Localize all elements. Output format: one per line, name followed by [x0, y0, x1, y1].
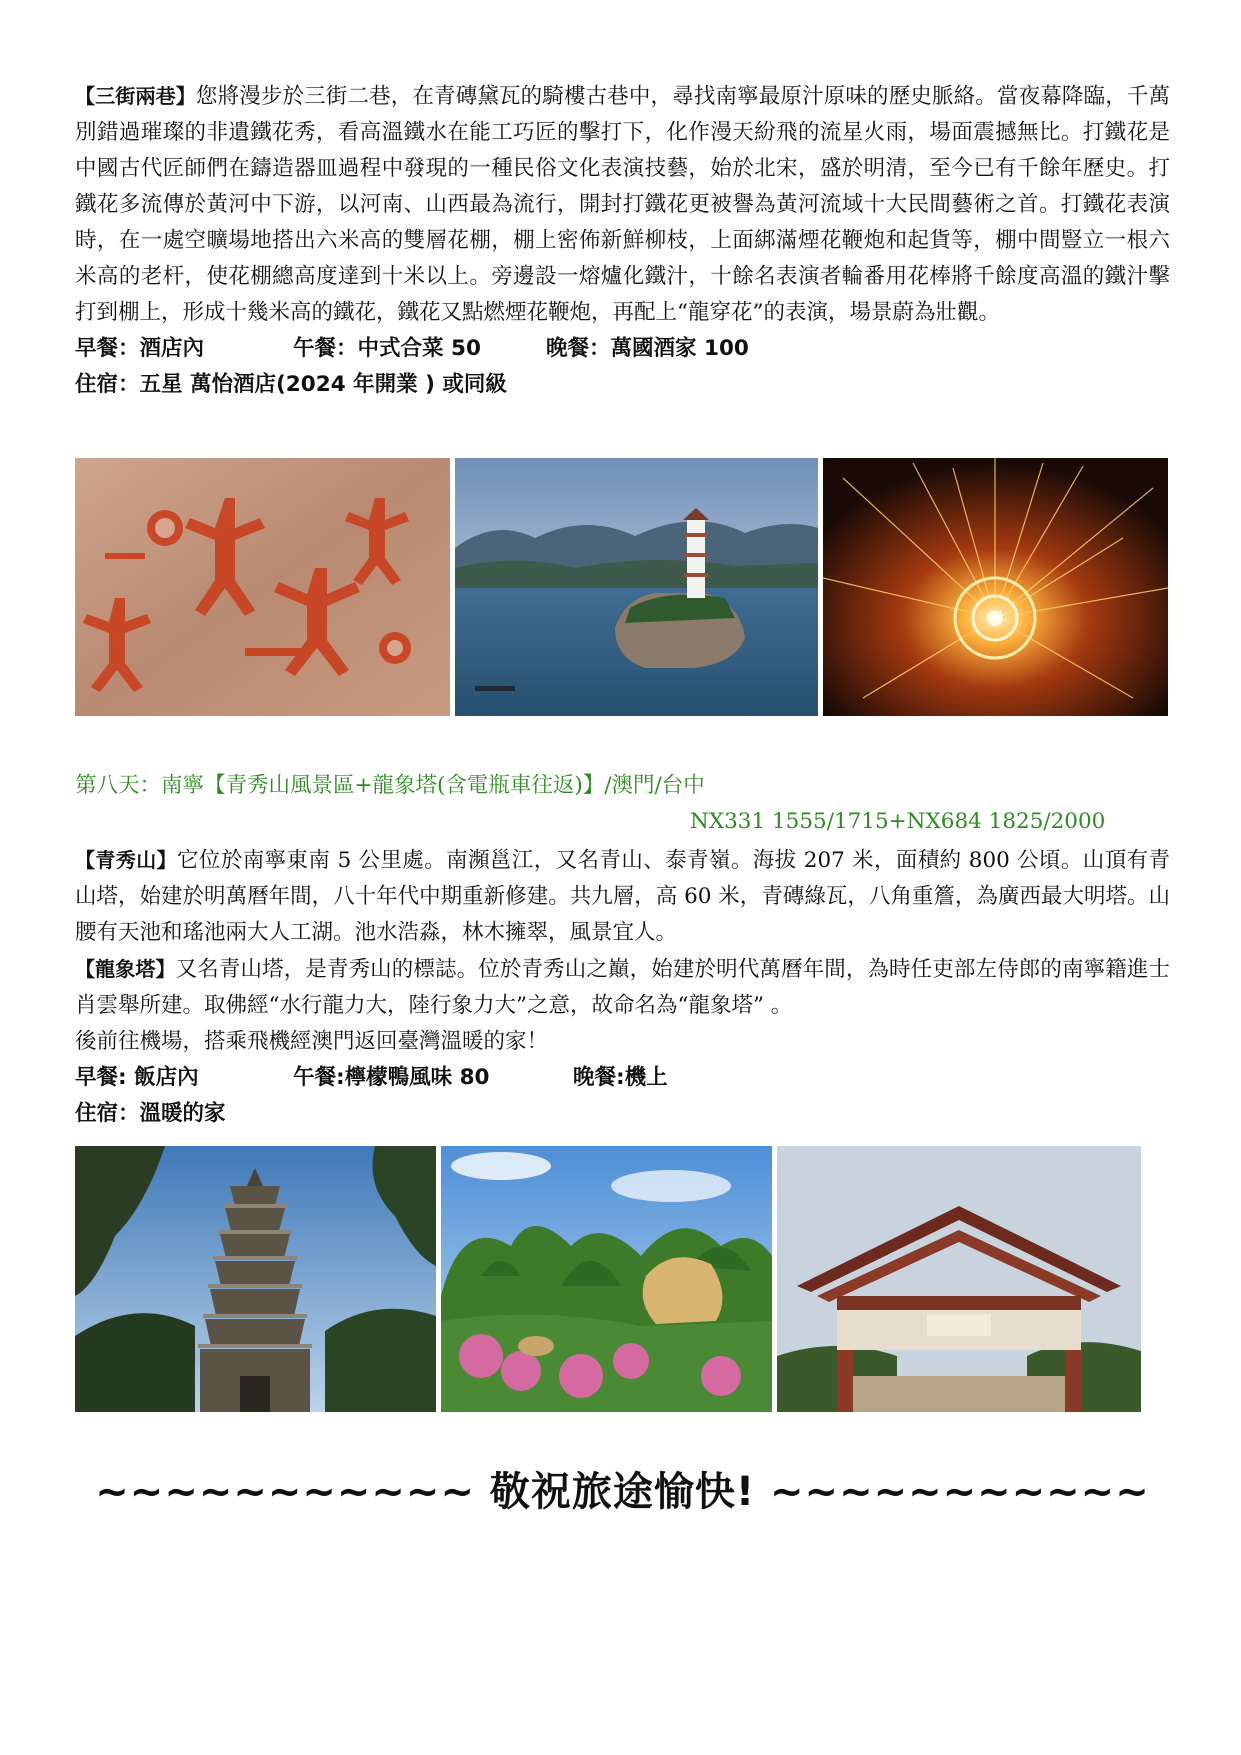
qingxiushan-heading: 【青秀山】: [75, 848, 178, 872]
sanjie-paragraph: [75, 78, 1170, 331]
sanjie-heading: 【三街兩巷】: [75, 84, 196, 108]
day8-flight: NX331 1555/1715+NX684 1825/2000: [690, 809, 1106, 834]
meal-line-2: [75, 1060, 1170, 1096]
meal-line-1: [75, 331, 1170, 367]
longxiangta-paragraph: [75, 951, 1170, 1024]
photo-iron-flower: [823, 458, 1168, 716]
sanjie-body: 您將漫步於三街二巷，在青磚黛瓦的騎樓古巷中，尋找南寧最原汁原味的歷史脈絡。當夜幕降臨，千萬別錯過璀璨的非遺鐵花秀，看高溫鐵水在能工巧匠的擊打下，化作漫天紛飛的流星火雨，場面震撼無比。打鐵花是中國古代匠師們在鑄造器皿過程中發現的一種民俗文化表演技藝，始於北宋，盛於明清，至今已有千餘年歷史。打鐵花多流傳於黃河中下游，以河南、山西最為流行，開封打鐵花更被譽為黃河流域十大民間藝術之首。打鐵花表演時，在一處空曠場地搭出六米高的雙層花棚，棚上密佈新鮮柳枝，上面綁滿煙花鞭炮和起貨等，棚中間豎立一根六米高的老杆，使花棚總高度達到十米以上。旁邊設一熔爐化鐵汁，十餘名表演者輪番用花棒將千餘度高溫的鐵汁擊打到棚上，形成十幾米高的鐵花，鐵花又點燃煙花鞭炮，再配上“龍穿花”的表演，場景蔚為壯觀。: [75, 84, 1170, 325]
section-qingxiushan: [75, 842, 1170, 1132]
breakfast-1: 早餐：酒店內: [75, 336, 205, 361]
closing-greeting: ~~~~~~~~~~~ 敬祝旅途愉快! ~~~~~~~~~~~: [95, 1469, 1150, 1515]
lodging-1: 住宿：五星 萬怡酒店(2024 年開業 ) 或同級: [75, 372, 507, 397]
qingxiushan-body: 它位於南寧東南 5 公里處。南瀕邕江，又名青山、泰青嶺。海拔 207 米，面積約 800 公頃。山頂有青山塔，始建於明萬曆年間，八十年代中期重新修建。共九層，高 60 米，青磚綠瓦，八角重簷，為廣西最大明塔。山腰有天池和瑤池兩大人工湖。池水浩淼，林木擁翠，風景宜人。: [75, 848, 1170, 945]
airport-paragraph: 後前往機場，搭乘飛機經澳門返回臺灣溫暖的家！: [75, 1029, 549, 1054]
longxiangta-body: 又名青山塔，是青秀山的標誌。位於青秀山之巔，始建於明代萬曆年間，為時任吏部左侍郎的南寧籍進士肖雲舉所建。取佛經“水行龍力大，陸行象力大”之意，故命名為“龍象塔” 。: [75, 957, 1171, 1018]
photo-longxiang-pagoda: [75, 1146, 436, 1412]
dinner-1: 晚餐：萬國酒家 100: [546, 336, 749, 361]
photo-qingxiushan-gate: [777, 1146, 1141, 1412]
qingxiushan-paragraph: [75, 842, 1170, 951]
longxiangta-heading: 【龍象塔】: [75, 957, 176, 981]
day8-title: 第八天：南寧【青秀山風景區+龍象塔(含電瓶車往返)】/澳門/台中: [75, 773, 705, 798]
lodging-2: 住宿：溫暖的家: [75, 1101, 226, 1126]
lunch-2: 午餐:檸檬鴨風味 80: [293, 1065, 490, 1090]
dinner-2: 晚餐:機上: [573, 1065, 668, 1090]
photo-garden-rocks: [441, 1146, 772, 1412]
lunch-1: 午餐：中式合菜 50: [293, 336, 481, 361]
photo-pagoda-river: [455, 458, 818, 716]
breakfast-2: 早餐: 飯店內: [75, 1065, 199, 1090]
photo-rock-painting: [75, 458, 450, 716]
section-sanjie-liangxiang: [75, 78, 1170, 403]
